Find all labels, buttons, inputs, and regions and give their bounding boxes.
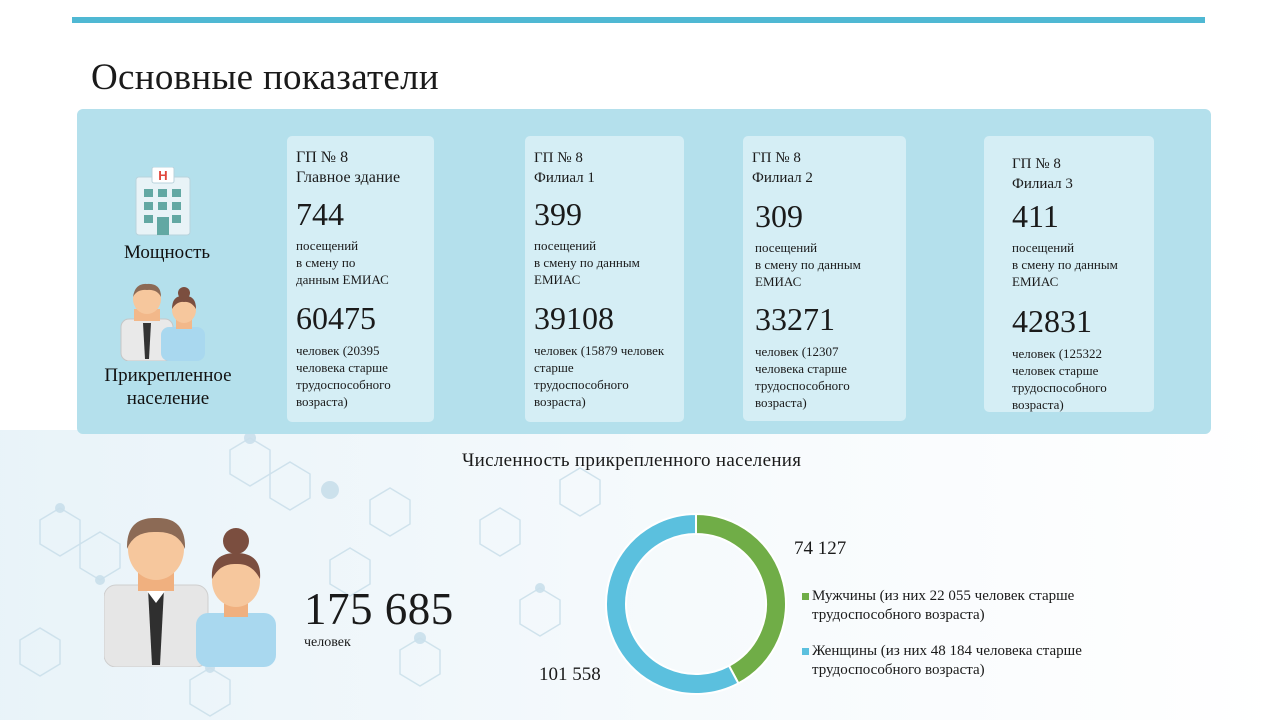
card-branch-1 xyxy=(525,136,684,422)
card-branch-2 xyxy=(743,136,906,421)
population-donut-chart xyxy=(596,504,796,704)
population-value: 42831 xyxy=(1012,303,1092,339)
data-label-women: 101 558 xyxy=(539,664,601,685)
population-caption: человек (15879 человек старше трудоспособного возраста) xyxy=(534,343,665,409)
legend-swatch-men xyxy=(802,593,809,600)
legend-label-men: Мужчины (из них 22 055 человек старше трудоспособного возраста) xyxy=(812,588,1075,623)
legend-item-men xyxy=(812,587,1132,625)
people-illustration xyxy=(104,517,278,667)
capacity-caption: посещений в смену по данным ЕМИАС xyxy=(296,238,389,287)
capacity-value: 309 xyxy=(755,198,803,234)
capacity-label: Мощность xyxy=(123,242,211,263)
legend-label-women: Женщины (из них 48 184 человека старше трудоспособного возраста) xyxy=(812,643,1082,678)
svg-text:H: H xyxy=(158,168,168,183)
page-title: Основные показатели xyxy=(91,57,440,98)
population-caption: человек (125322 человек старше трудоспособного возраста) xyxy=(1012,346,1107,412)
top-accent-rule xyxy=(72,17,1205,23)
card-main-building xyxy=(287,136,434,422)
capacity-value: 744 xyxy=(296,196,344,232)
indicators-panel xyxy=(77,109,1211,434)
population-caption: человек (20395 человека старше трудоспособного возраста) xyxy=(296,343,391,409)
legend-item-women xyxy=(812,642,1132,680)
donut-slice-men xyxy=(696,514,786,683)
capacity-caption: посещений в смену по данным ЕМИАС xyxy=(755,240,861,289)
population-value: 39108 xyxy=(534,300,614,336)
card-branch-3 xyxy=(984,136,1154,412)
donut-slice-women xyxy=(606,514,738,694)
card-title: ГП № 8 Филиал 1 xyxy=(534,150,595,186)
card-title: ГП № 8 Филиал 2 xyxy=(752,150,813,186)
capacity-value: 399 xyxy=(534,196,582,232)
data-label-men: 74 127 xyxy=(794,538,847,559)
hospital-icon xyxy=(132,167,194,237)
total-population-value: 175 685 xyxy=(304,584,454,634)
chart-title: Численность прикрепленного населения xyxy=(462,450,802,471)
capacity-value: 411 xyxy=(1012,198,1059,234)
capacity-caption: посещений в смену по данным ЕМИАС xyxy=(1012,240,1118,289)
card-title: ГП № 8 Филиал 3 xyxy=(1012,156,1073,192)
people-icon xyxy=(117,283,207,361)
population-label: Прикрепленное население xyxy=(104,365,232,409)
card-title: ГП № 8 Главное здание xyxy=(296,149,401,186)
legend-swatch-women xyxy=(802,648,809,655)
population-caption: человек (12307 человека старше трудоспособного возраста) xyxy=(755,344,850,410)
population-value: 33271 xyxy=(755,301,835,337)
capacity-caption: посещений в смену по данным ЕМИАС xyxy=(534,238,640,287)
total-population-unit: человек xyxy=(304,635,351,650)
population-value: 60475 xyxy=(296,300,376,336)
